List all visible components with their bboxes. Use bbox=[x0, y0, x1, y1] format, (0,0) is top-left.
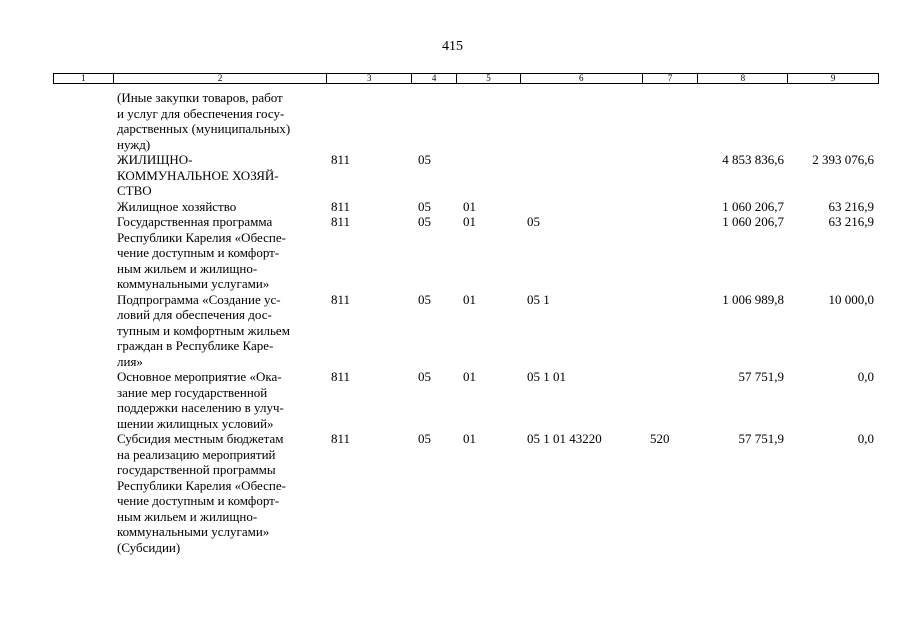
cell-col-8: 1 060 206,7 bbox=[722, 198, 784, 214]
cell-col-8: 57 751,9 bbox=[738, 369, 784, 384]
description-line: ным жильем и жилищно- bbox=[117, 260, 258, 276]
cell-col-7: 520 bbox=[650, 431, 670, 446]
description-line: тупным и комфортным жильем bbox=[117, 322, 290, 338]
cell-col-5: 01 bbox=[463, 369, 476, 384]
description-line: ным жильем и жилищно- bbox=[117, 508, 258, 524]
description-line: нужд) bbox=[117, 136, 151, 152]
cell-col-8: 1 006 989,8 bbox=[722, 291, 784, 307]
cell-col-4: 05 bbox=[418, 152, 431, 167]
cell-col-3: 811 bbox=[331, 431, 351, 446]
header-cell-4: 4 bbox=[412, 74, 457, 83]
cell-col-8: 1 060 206,7 bbox=[722, 214, 784, 229]
cell-col-9: 2 393 076,6 bbox=[812, 152, 874, 167]
description-line: (Субсидии) bbox=[117, 539, 181, 555]
description-line: Основное мероприятие «Ока- bbox=[117, 369, 282, 384]
table-row bbox=[0, 152, 905, 199]
description-line: КОММУНАЛЬНОЕ ХОЗЯЙ- bbox=[117, 167, 279, 183]
table-row bbox=[0, 199, 905, 215]
row-description bbox=[117, 292, 329, 370]
header-cell-9: 9 bbox=[830, 73, 836, 83]
cell-col-5: 01 bbox=[463, 291, 476, 307]
description-line: (Иные закупки товаров, работ bbox=[117, 90, 283, 105]
table-row bbox=[0, 214, 905, 292]
header-cell-5: 5 bbox=[457, 74, 521, 83]
cell-col-3: 811 bbox=[331, 214, 351, 229]
table-row bbox=[0, 90, 905, 152]
cell-col-5: 01 bbox=[463, 431, 476, 446]
cell-col-6: 05 1 01 bbox=[527, 369, 566, 384]
page-number: 415 bbox=[442, 39, 463, 54]
row-description bbox=[117, 152, 329, 199]
cell-col-6: 05 1 bbox=[527, 291, 550, 307]
description-line: поддержки населению в улуч- bbox=[117, 400, 284, 415]
description-line: коммунальными услугами» bbox=[117, 524, 270, 539]
cell-col-9: 10 000,0 bbox=[828, 291, 874, 307]
description-line: граждан в Республике Каре- bbox=[117, 338, 274, 353]
cell-col-9: 63 216,9 bbox=[828, 198, 874, 214]
cell-col-3: 811 bbox=[331, 369, 351, 384]
description-line: СТВО bbox=[117, 183, 152, 198]
header-cell-7: 7 bbox=[643, 74, 699, 83]
description-line: зание мер государственной bbox=[117, 384, 268, 400]
description-line: на реализацию мероприятий bbox=[117, 446, 276, 462]
description-line: ловий для обеспечения дос- bbox=[117, 307, 272, 322]
cell-col-5: 01 bbox=[463, 214, 476, 229]
description-line: Государственная программа bbox=[117, 214, 273, 229]
cell-col-4: 05 bbox=[418, 198, 431, 214]
description-line: Республики Карелия «Обеспе- bbox=[117, 229, 286, 245]
table-header-row bbox=[53, 73, 879, 84]
table-row bbox=[0, 369, 905, 431]
cell-col-4: 05 bbox=[418, 431, 431, 446]
table-row bbox=[0, 431, 905, 555]
description-line: дарственных (муниципальных) bbox=[117, 121, 291, 136]
header-cell-1: 1 bbox=[54, 74, 114, 83]
table-row bbox=[0, 292, 905, 370]
cell-col-4: 05 bbox=[418, 291, 431, 307]
cell-col-4: 05 bbox=[418, 369, 431, 384]
header-cell-3: 3 bbox=[327, 74, 412, 83]
row-description bbox=[117, 369, 329, 431]
row-description bbox=[117, 214, 329, 292]
cell-col-6: 05 bbox=[527, 214, 540, 229]
description-line: ЖИЛИЩНО- bbox=[117, 152, 193, 167]
cell-col-3: 811 bbox=[331, 198, 351, 214]
description-line: лия» bbox=[117, 353, 143, 369]
header-cell-6: 6 bbox=[521, 74, 643, 83]
row-description bbox=[117, 199, 329, 215]
description-line: государственной программы bbox=[117, 462, 276, 477]
description-line: чение доступным и комфорт- bbox=[117, 493, 280, 508]
header-cell-2: 2 bbox=[114, 74, 327, 83]
cell-col-3: 811 bbox=[331, 152, 351, 167]
description-line: Субсидия местным бюджетам bbox=[117, 431, 284, 446]
cell-col-3: 811 bbox=[331, 291, 351, 307]
description-line: чение доступным и комфорт- bbox=[117, 245, 280, 260]
description-line: шении жилищных условий» bbox=[117, 415, 274, 431]
cell-col-6: 05 1 01 43220 bbox=[527, 431, 602, 446]
cell-col-9: 63 216,9 bbox=[828, 214, 874, 229]
cell-col-8: 57 751,9 bbox=[738, 431, 784, 446]
header-cell-8: 8 bbox=[698, 74, 788, 83]
row-description bbox=[117, 90, 329, 152]
cell-col-9: 0,0 bbox=[857, 431, 874, 446]
cell-col-8: 4 853 836,6 bbox=[722, 152, 784, 167]
cell-col-4: 05 bbox=[418, 214, 431, 229]
description-line: Республики Карелия «Обеспе- bbox=[117, 477, 286, 493]
cell-col-9: 0,0 bbox=[857, 369, 874, 384]
row-description bbox=[117, 431, 329, 555]
description-line: Подпрограмма «Создание ус- bbox=[117, 291, 281, 307]
description-line: коммунальными услугами» bbox=[117, 276, 270, 291]
description-line: и услуг для обеспечения госу- bbox=[117, 105, 285, 121]
cell-col-5: 01 bbox=[463, 198, 476, 214]
table-body bbox=[0, 90, 905, 555]
description-line: Жилищное хозяйство bbox=[117, 198, 237, 214]
